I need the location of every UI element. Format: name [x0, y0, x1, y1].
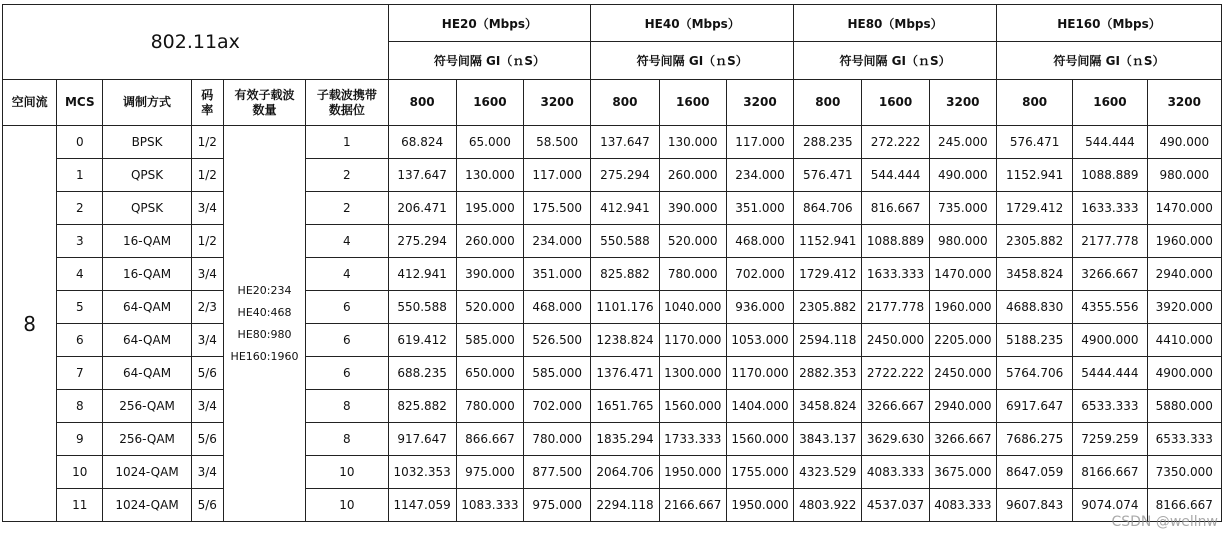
- rate-value-cell: 877.500: [524, 456, 591, 489]
- rate-value-cell: 1960.000: [1147, 225, 1221, 258]
- rate-value-cell: 780.000: [456, 390, 523, 423]
- rate-value-cell: 1053.000: [726, 324, 793, 357]
- data-bits-cell: 8: [306, 390, 388, 423]
- column-header-modulation: 调制方式: [103, 80, 191, 126]
- rate-value-cell: 412.941: [591, 192, 659, 225]
- group-header-he80: HE80（Mbps）: [794, 5, 997, 42]
- group-header-he40: HE40（Mbps）: [591, 5, 794, 42]
- mcs-cell: 9: [57, 423, 103, 456]
- rate-value-cell: 585.000: [456, 324, 523, 357]
- gi-value-header: 3200: [1147, 80, 1221, 126]
- rate-value-cell: 544.444: [862, 159, 929, 192]
- rate-value-cell: 234.000: [726, 159, 793, 192]
- data-bits-cell: 1: [306, 126, 388, 159]
- rate-value-cell: 7350.000: [1147, 456, 1221, 489]
- rate-value-cell: 980.000: [1147, 159, 1221, 192]
- gi-header-he80: 符号间隔 GI（ｎS）: [794, 42, 997, 80]
- rate-value-cell: 3266.667: [1073, 258, 1147, 291]
- column-header-code-rate: 码率: [191, 80, 223, 126]
- rate-value-cell: 2177.778: [1073, 225, 1147, 258]
- rate-value-cell: 9074.074: [1073, 489, 1147, 522]
- rate-value-cell: 4900.000: [1147, 357, 1221, 390]
- column-header-spatial-streams: 空间流: [3, 80, 57, 126]
- rate-value-cell: 7259.259: [1073, 423, 1147, 456]
- rate-value-cell: 550.588: [388, 291, 456, 324]
- rate-value-cell: 576.471: [794, 159, 862, 192]
- rate-value-cell: 864.706: [794, 192, 862, 225]
- data-bits-cell: 2: [306, 159, 388, 192]
- rate-value-cell: 5880.000: [1147, 390, 1221, 423]
- modulation-cell: 64-QAM: [103, 324, 191, 357]
- data-bits-cell: 10: [306, 456, 388, 489]
- rate-value-cell: 1633.333: [862, 258, 929, 291]
- table-row: [3, 423, 1222, 456]
- gi-header-he20: 符号间隔 GI（ｎS）: [388, 42, 591, 80]
- rate-value-cell: 526.500: [524, 324, 591, 357]
- rate-value-cell: 1238.824: [591, 324, 659, 357]
- rate-value-cell: 3920.000: [1147, 291, 1221, 324]
- he-rate-table: [2, 4, 1222, 522]
- code-rate-cell: 5/6: [191, 489, 223, 522]
- code-rate-cell: 1/2: [191, 225, 223, 258]
- rate-value-cell: 468.000: [524, 291, 591, 324]
- rate-value-cell: 1147.059: [388, 489, 456, 522]
- rate-value-cell: 1170.000: [726, 357, 793, 390]
- rate-value-cell: 2064.706: [591, 456, 659, 489]
- rate-value-cell: 520.000: [456, 291, 523, 324]
- rate-value-cell: 780.000: [524, 423, 591, 456]
- rate-value-cell: 1729.412: [794, 258, 862, 291]
- rate-value-cell: 1835.294: [591, 423, 659, 456]
- rate-value-cell: 544.444: [1073, 126, 1147, 159]
- rate-value-cell: 816.667: [862, 192, 929, 225]
- rate-value-cell: 117.000: [726, 126, 793, 159]
- rate-value-cell: 4537.037: [862, 489, 929, 522]
- rate-value-cell: 2205.000: [929, 324, 996, 357]
- rate-value-cell: 2177.778: [862, 291, 929, 324]
- rate-value-cell: 2166.667: [659, 489, 726, 522]
- rate-value-cell: 9607.843: [996, 489, 1072, 522]
- rate-value-cell: 917.647: [388, 423, 456, 456]
- data-bits-cell: 4: [306, 258, 388, 291]
- table-row: [3, 192, 1222, 225]
- rate-value-cell: 7686.275: [996, 423, 1072, 456]
- code-rate-cell: 1/2: [191, 159, 223, 192]
- table-row: [3, 291, 1222, 324]
- rate-value-cell: 2594.118: [794, 324, 862, 357]
- rate-value-cell: 1404.000: [726, 390, 793, 423]
- rate-value-cell: 4083.333: [929, 489, 996, 522]
- code-rate-cell: 3/4: [191, 324, 223, 357]
- rate-value-cell: 2305.882: [996, 225, 1072, 258]
- rate-value-cell: 1152.941: [794, 225, 862, 258]
- table-row: [3, 456, 1222, 489]
- mcs-cell: 7: [57, 357, 103, 390]
- rate-value-cell: 4410.000: [1147, 324, 1221, 357]
- rate-value-cell: 4900.000: [1073, 324, 1147, 357]
- rate-value-cell: 1960.000: [929, 291, 996, 324]
- subcarrier-count: HE40:468: [237, 305, 292, 319]
- column-header-mcs: MCS: [57, 80, 103, 126]
- gi-value-header: 800: [591, 80, 659, 126]
- mcs-cell: 1: [57, 159, 103, 192]
- mcs-cell: 5: [57, 291, 103, 324]
- rate-value-cell: 275.294: [591, 159, 659, 192]
- code-rate-cell: 3/4: [191, 258, 223, 291]
- modulation-cell: 256-QAM: [103, 423, 191, 456]
- data-bits-cell: 6: [306, 291, 388, 324]
- rate-value-cell: 1083.333: [456, 489, 523, 522]
- rate-value-cell: 825.882: [591, 258, 659, 291]
- rate-value-cell: 866.667: [456, 423, 523, 456]
- rate-value-cell: 65.000: [456, 126, 523, 159]
- rate-value-cell: 288.235: [794, 126, 862, 159]
- rate-value-cell: 936.000: [726, 291, 793, 324]
- rate-value-cell: 3458.824: [996, 258, 1072, 291]
- rate-value-cell: 351.000: [726, 192, 793, 225]
- spatial-streams-cell: 8: [3, 126, 57, 522]
- modulation-cell: BPSK: [103, 126, 191, 159]
- rate-value-cell: 3266.667: [929, 423, 996, 456]
- rate-value-cell: 5764.706: [996, 357, 1072, 390]
- gi-value-header: 1600: [1073, 80, 1147, 126]
- rate-value-cell: 576.471: [996, 126, 1072, 159]
- rate-value-cell: 4323.529: [794, 456, 862, 489]
- rate-value-cell: 1651.765: [591, 390, 659, 423]
- rate-value-cell: 117.000: [524, 159, 591, 192]
- table-row: [3, 159, 1222, 192]
- rate-value-cell: 275.294: [388, 225, 456, 258]
- table-row: [3, 489, 1222, 522]
- rate-value-cell: 234.000: [524, 225, 591, 258]
- rate-value-cell: 1152.941: [996, 159, 1072, 192]
- watermark: CSDN @wellnw: [1111, 514, 1218, 530]
- rate-value-cell: 1729.412: [996, 192, 1072, 225]
- mcs-cell: 4: [57, 258, 103, 291]
- rate-value-cell: 1032.353: [388, 456, 456, 489]
- rate-value-cell: 6533.333: [1147, 423, 1221, 456]
- rate-value-cell: 1755.000: [726, 456, 793, 489]
- rate-value-cell: 1633.333: [1073, 192, 1147, 225]
- code-rate-cell: 3/4: [191, 192, 223, 225]
- rate-value-cell: 468.000: [726, 225, 793, 258]
- rate-value-cell: 245.000: [929, 126, 996, 159]
- rate-value-cell: 5188.235: [996, 324, 1072, 357]
- table-body: [3, 126, 1222, 522]
- mcs-cell: 10: [57, 456, 103, 489]
- rate-value-cell: 1088.889: [862, 225, 929, 258]
- gi-value-header: 3200: [524, 80, 591, 126]
- rate-value-cell: 1950.000: [726, 489, 793, 522]
- rate-value-cell: 3843.137: [794, 423, 862, 456]
- rate-value-cell: 130.000: [659, 126, 726, 159]
- rate-value-cell: 137.647: [591, 126, 659, 159]
- modulation-cell: 64-QAM: [103, 291, 191, 324]
- code-rate-cell: 2/3: [191, 291, 223, 324]
- rate-value-cell: 1101.176: [591, 291, 659, 324]
- rate-value-cell: 260.000: [456, 225, 523, 258]
- rate-value-cell: 390.000: [456, 258, 523, 291]
- rate-value-cell: 4355.556: [1073, 291, 1147, 324]
- modulation-cell: 1024-QAM: [103, 489, 191, 522]
- rate-value-cell: 688.235: [388, 357, 456, 390]
- rate-value-cell: 68.824: [388, 126, 456, 159]
- rate-value-cell: 4803.922: [794, 489, 862, 522]
- rate-value-cell: 3458.824: [794, 390, 862, 423]
- rate-value-cell: 2722.222: [862, 357, 929, 390]
- rate-value-cell: 3629.630: [862, 423, 929, 456]
- mcs-cell: 6: [57, 324, 103, 357]
- rate-value-cell: 2882.353: [794, 357, 862, 390]
- code-rate-cell: 3/4: [191, 390, 223, 423]
- rate-value-cell: 137.647: [388, 159, 456, 192]
- rate-value-cell: 490.000: [1147, 126, 1221, 159]
- mcs-cell: 2: [57, 192, 103, 225]
- rate-value-cell: 980.000: [929, 225, 996, 258]
- rate-value-cell: 975.000: [524, 489, 591, 522]
- rate-table-container: [2, 4, 1222, 530]
- table-row: [3, 390, 1222, 423]
- code-rate-cell: 5/6: [191, 423, 223, 456]
- rate-value-cell: 6917.647: [996, 390, 1072, 423]
- rate-value-cell: 2940.000: [929, 390, 996, 423]
- rate-value-cell: 8166.667: [1073, 456, 1147, 489]
- modulation-cell: QPSK: [103, 159, 191, 192]
- rate-value-cell: 195.000: [456, 192, 523, 225]
- rate-value-cell: 702.000: [726, 258, 793, 291]
- table-row: [3, 357, 1222, 390]
- code-rate-cell: 1/2: [191, 126, 223, 159]
- rate-value-cell: 1300.000: [659, 357, 726, 390]
- group-header-he20: HE20（Mbps）: [388, 5, 591, 42]
- table-row: [3, 225, 1222, 258]
- rate-value-cell: 780.000: [659, 258, 726, 291]
- mcs-cell: 8: [57, 390, 103, 423]
- rate-value-cell: 3675.000: [929, 456, 996, 489]
- rate-value-cell: 390.000: [659, 192, 726, 225]
- rate-value-cell: 1560.000: [726, 423, 793, 456]
- data-bits-cell: 6: [306, 357, 388, 390]
- modulation-cell: 64-QAM: [103, 357, 191, 390]
- rate-value-cell: 520.000: [659, 225, 726, 258]
- mcs-cell: 11: [57, 489, 103, 522]
- gi-header-he160: 符号间隔 GI（ｎS）: [996, 42, 1221, 80]
- rate-value-cell: 975.000: [456, 456, 523, 489]
- rate-value-cell: 8166.667: [1147, 489, 1221, 522]
- gi-header-he40: 符号间隔 GI（ｎS）: [591, 42, 794, 80]
- rate-value-cell: 702.000: [524, 390, 591, 423]
- table-row: [3, 258, 1222, 291]
- modulation-cell: 256-QAM: [103, 390, 191, 423]
- data-bits-cell: 4: [306, 225, 388, 258]
- gi-value-header: 800: [996, 80, 1072, 126]
- gi-value-header: 1600: [659, 80, 726, 126]
- rate-value-cell: 650.000: [456, 357, 523, 390]
- gi-value-header: 1600: [862, 80, 929, 126]
- rate-value-cell: 351.000: [524, 258, 591, 291]
- table-row: [3, 324, 1222, 357]
- rate-value-cell: 1170.000: [659, 324, 726, 357]
- modulation-cell: 1024-QAM: [103, 456, 191, 489]
- rate-value-cell: 619.412: [388, 324, 456, 357]
- rate-value-cell: 3266.667: [862, 390, 929, 423]
- rate-value-cell: 58.500: [524, 126, 591, 159]
- table-row: [3, 126, 1222, 159]
- modulation-cell: 16-QAM: [103, 258, 191, 291]
- group-header-he160: HE160（Mbps）: [996, 5, 1221, 42]
- rate-value-cell: 4083.333: [862, 456, 929, 489]
- gi-value-header: 800: [388, 80, 456, 126]
- rate-value-cell: 585.000: [524, 357, 591, 390]
- rate-value-cell: 550.588: [591, 225, 659, 258]
- modulation-cell: QPSK: [103, 192, 191, 225]
- rate-value-cell: 490.000: [929, 159, 996, 192]
- table-title: 802.11ax: [3, 5, 389, 80]
- rate-value-cell: 4688.830: [996, 291, 1072, 324]
- rate-value-cell: 1470.000: [1147, 192, 1221, 225]
- gi-value-header: 3200: [929, 80, 996, 126]
- rate-value-cell: 206.471: [388, 192, 456, 225]
- rate-value-cell: 1560.000: [659, 390, 726, 423]
- rate-value-cell: 1040.000: [659, 291, 726, 324]
- rate-value-cell: 2294.118: [591, 489, 659, 522]
- rate-value-cell: 2450.000: [862, 324, 929, 357]
- subcarrier-count: HE20:234: [237, 283, 292, 297]
- rate-value-cell: 260.000: [659, 159, 726, 192]
- rate-value-cell: 825.882: [388, 390, 456, 423]
- rate-value-cell: 272.222: [862, 126, 929, 159]
- modulation-cell: 16-QAM: [103, 225, 191, 258]
- rate-value-cell: 412.941: [388, 258, 456, 291]
- rate-value-cell: 1088.889: [1073, 159, 1147, 192]
- gi-value-header: 800: [794, 80, 862, 126]
- data-bits-cell: 8: [306, 423, 388, 456]
- data-bits-cell: 2: [306, 192, 388, 225]
- code-rate-cell: 5/6: [191, 357, 223, 390]
- rate-value-cell: 5444.444: [1073, 357, 1147, 390]
- gi-value-header: 1600: [456, 80, 523, 126]
- data-bits-cell: 6: [306, 324, 388, 357]
- mcs-cell: 3: [57, 225, 103, 258]
- rate-value-cell: 130.000: [456, 159, 523, 192]
- subcarrier-count: HE80:980: [237, 327, 292, 341]
- column-header-data-bits: 子载波携带数据位: [306, 80, 388, 126]
- rate-value-cell: 2450.000: [929, 357, 996, 390]
- subcarrier-count: HE160:1960: [230, 349, 299, 363]
- mcs-cell: 0: [57, 126, 103, 159]
- rate-value-cell: 6533.333: [1073, 390, 1147, 423]
- rate-value-cell: 2940.000: [1147, 258, 1221, 291]
- rate-value-cell: 735.000: [929, 192, 996, 225]
- column-header-subcarriers: 有效子载波数量: [223, 80, 305, 126]
- gi-value-header: 3200: [726, 80, 793, 126]
- rate-value-cell: 175.500: [524, 192, 591, 225]
- rate-value-cell: 8647.059: [996, 456, 1072, 489]
- rate-value-cell: 1470.000: [929, 258, 996, 291]
- rate-value-cell: 1733.333: [659, 423, 726, 456]
- code-rate-cell: 3/4: [191, 456, 223, 489]
- data-bits-cell: 10: [306, 489, 388, 522]
- rate-value-cell: 1950.000: [659, 456, 726, 489]
- subcarriers-cell: [223, 126, 305, 522]
- rate-value-cell: 2305.882: [794, 291, 862, 324]
- rate-value-cell: 1376.471: [591, 357, 659, 390]
